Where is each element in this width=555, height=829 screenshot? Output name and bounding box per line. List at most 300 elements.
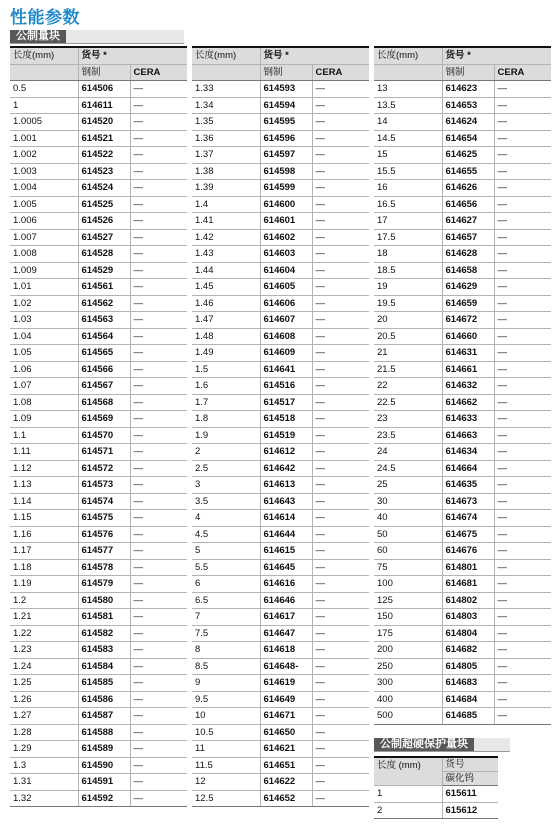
length-cell: 13 bbox=[374, 81, 442, 98]
part-number-cell: 614608 bbox=[260, 328, 312, 345]
cera-cell: — bbox=[130, 708, 187, 725]
cera-cell: — bbox=[494, 642, 551, 659]
length-cell: 1.24 bbox=[10, 658, 78, 675]
length-cell: 17 bbox=[374, 213, 442, 230]
length-cell: 1.38 bbox=[192, 163, 260, 180]
header-length: 长度(mm) bbox=[374, 47, 442, 64]
part-number-cell: 614597 bbox=[260, 147, 312, 164]
cera-cell: — bbox=[312, 81, 369, 98]
table-row bbox=[10, 543, 187, 560]
table-row bbox=[192, 658, 369, 675]
length-cell: 1.1 bbox=[10, 427, 78, 444]
header-blank bbox=[10, 64, 78, 81]
cera-cell: — bbox=[494, 147, 551, 164]
cera-cell: — bbox=[130, 411, 187, 428]
length-cell: 15 bbox=[374, 147, 442, 164]
length-cell: 1.03 bbox=[10, 312, 78, 329]
table-row bbox=[10, 790, 187, 807]
length-cell: 1.14 bbox=[10, 493, 78, 510]
cera-cell: — bbox=[312, 262, 369, 279]
part-number-cell: 614581 bbox=[78, 609, 130, 626]
cera-cell: — bbox=[130, 279, 187, 296]
part-number-cell: 614655 bbox=[442, 163, 494, 180]
length-cell: 1.09 bbox=[10, 411, 78, 428]
part-number-cell: 614561 bbox=[78, 279, 130, 296]
cera-cell: — bbox=[312, 97, 369, 114]
cera-cell: — bbox=[494, 427, 551, 444]
cera-cell: — bbox=[494, 444, 551, 461]
part-number-cell: 614575 bbox=[78, 510, 130, 527]
part-number-cell: 614625 bbox=[442, 147, 494, 164]
cera-cell: — bbox=[494, 576, 551, 593]
section-label: 公制量块 bbox=[10, 30, 66, 43]
cera-cell: — bbox=[494, 229, 551, 246]
cera-cell: — bbox=[312, 625, 369, 642]
part-number-cell: 614595 bbox=[260, 114, 312, 131]
length-cell: 15.5 bbox=[374, 163, 442, 180]
part-number-cell: 614629 bbox=[442, 279, 494, 296]
length-cell: 1.47 bbox=[192, 312, 260, 329]
table-row bbox=[10, 130, 187, 147]
table-row bbox=[10, 493, 187, 510]
part-number-cell: 614612 bbox=[260, 444, 312, 461]
part-number-cell: 614652 bbox=[260, 790, 312, 807]
cera-cell: — bbox=[494, 675, 551, 692]
cera-cell: — bbox=[494, 328, 551, 345]
length-cell: 1.46 bbox=[192, 295, 260, 312]
table-row bbox=[374, 576, 551, 593]
cera-cell: — bbox=[130, 625, 187, 642]
length-cell: 500 bbox=[374, 708, 442, 725]
table-row bbox=[192, 691, 369, 708]
section-label: 公制超硬保护量块 bbox=[374, 738, 474, 751]
cera-cell: — bbox=[312, 609, 369, 626]
table-row bbox=[374, 295, 551, 312]
cera-cell: — bbox=[130, 394, 187, 411]
header-part-no: 货号 bbox=[442, 757, 498, 772]
cera-cell: — bbox=[130, 444, 187, 461]
length-cell: 1.001 bbox=[10, 130, 78, 147]
table-row bbox=[10, 724, 187, 741]
part-number-cell: 614659 bbox=[442, 295, 494, 312]
cera-cell: — bbox=[312, 658, 369, 675]
part-number-cell: 614577 bbox=[78, 543, 130, 560]
part-number-cell: 614585 bbox=[78, 675, 130, 692]
table-row bbox=[192, 427, 369, 444]
cera-cell: — bbox=[312, 691, 369, 708]
cera-cell: — bbox=[130, 642, 187, 659]
part-number-cell: 614633 bbox=[442, 411, 494, 428]
cera-cell: — bbox=[130, 510, 187, 527]
cera-cell: — bbox=[130, 592, 187, 609]
table-row bbox=[192, 328, 369, 345]
table-row bbox=[10, 675, 187, 692]
length-cell: 1 bbox=[374, 786, 442, 803]
length-cell: 11.5 bbox=[192, 757, 260, 774]
cera-cell: — bbox=[130, 427, 187, 444]
part-number-cell: 614592 bbox=[78, 790, 130, 807]
table-row bbox=[374, 625, 551, 642]
cera-cell: — bbox=[130, 559, 187, 576]
part-number-cell: 614660 bbox=[442, 328, 494, 345]
length-cell: 1.43 bbox=[192, 246, 260, 263]
length-cell: 23 bbox=[374, 411, 442, 428]
length-cell: 1.07 bbox=[10, 378, 78, 395]
part-number-cell: 614529 bbox=[78, 262, 130, 279]
table-row bbox=[374, 345, 551, 362]
cera-cell: — bbox=[312, 444, 369, 461]
header-cera: CERA bbox=[312, 64, 369, 81]
table-row bbox=[10, 774, 187, 791]
length-cell: 1.5 bbox=[192, 361, 260, 378]
cera-cell: — bbox=[130, 213, 187, 230]
table-row bbox=[374, 262, 551, 279]
length-cell: 1.28 bbox=[10, 724, 78, 741]
cera-cell: — bbox=[130, 361, 187, 378]
length-cell: 1.04 bbox=[10, 328, 78, 345]
part-number-cell: 614521 bbox=[78, 130, 130, 147]
table-row bbox=[192, 378, 369, 395]
part-number-cell: 614651 bbox=[260, 757, 312, 774]
length-cell: 175 bbox=[374, 625, 442, 642]
table-row bbox=[192, 229, 369, 246]
cera-cell: — bbox=[130, 196, 187, 213]
cera-cell: — bbox=[130, 460, 187, 477]
table-row bbox=[10, 658, 187, 675]
length-cell: 1.42 bbox=[192, 229, 260, 246]
cera-cell: — bbox=[312, 229, 369, 246]
cera-cell: — bbox=[494, 625, 551, 642]
table-row bbox=[192, 394, 369, 411]
part-number-cell: 614526 bbox=[78, 213, 130, 230]
header-cera: CERA bbox=[130, 64, 187, 81]
length-cell: 1.29 bbox=[10, 741, 78, 758]
part-number-cell: 614578 bbox=[78, 559, 130, 576]
header-cera: CERA bbox=[494, 64, 551, 81]
carbide-table bbox=[374, 756, 498, 819]
table-row bbox=[192, 510, 369, 527]
table-row bbox=[374, 427, 551, 444]
table-row bbox=[374, 180, 551, 197]
cera-cell: — bbox=[312, 510, 369, 527]
cera-cell: — bbox=[130, 724, 187, 741]
part-number-cell: 614600 bbox=[260, 196, 312, 213]
part-number-cell: 614631 bbox=[442, 345, 494, 362]
length-cell: 7 bbox=[192, 609, 260, 626]
table-row bbox=[10, 642, 187, 659]
length-cell: 13.5 bbox=[374, 97, 442, 114]
table-row bbox=[10, 378, 187, 395]
table-row bbox=[192, 97, 369, 114]
part-number-cell: 614591 bbox=[78, 774, 130, 791]
cera-cell: — bbox=[494, 262, 551, 279]
header-blank bbox=[192, 64, 260, 81]
part-number-cell: 614643 bbox=[260, 493, 312, 510]
table-row bbox=[10, 180, 187, 197]
part-number-cell: 614675 bbox=[442, 526, 494, 543]
cera-cell: — bbox=[130, 147, 187, 164]
length-cell: 1.23 bbox=[10, 642, 78, 659]
length-cell: 1.6 bbox=[192, 378, 260, 395]
part-number-cell: 614519 bbox=[260, 427, 312, 444]
part-number-cell: 614523 bbox=[78, 163, 130, 180]
table-row bbox=[10, 625, 187, 642]
table-row bbox=[10, 213, 187, 230]
length-cell: 1.15 bbox=[10, 510, 78, 527]
length-cell: 19.5 bbox=[374, 295, 442, 312]
part-number-cell: 614566 bbox=[78, 361, 130, 378]
table-row bbox=[10, 279, 187, 296]
part-number-cell: 614588 bbox=[78, 724, 130, 741]
part-number-cell: 614802 bbox=[442, 592, 494, 609]
cera-cell: — bbox=[130, 130, 187, 147]
length-cell: 7.5 bbox=[192, 625, 260, 642]
table-row bbox=[192, 790, 369, 807]
cera-cell: — bbox=[494, 361, 551, 378]
table-row bbox=[192, 609, 369, 626]
part-number-cell: 614574 bbox=[78, 493, 130, 510]
length-cell: 17.5 bbox=[374, 229, 442, 246]
gauge-table-1 bbox=[10, 46, 187, 807]
part-number-cell: 614664 bbox=[442, 460, 494, 477]
part-number-cell: 614516 bbox=[260, 378, 312, 395]
table-row bbox=[374, 279, 551, 296]
part-number-cell: 614657 bbox=[442, 229, 494, 246]
length-cell: 12 bbox=[192, 774, 260, 791]
table-row bbox=[192, 295, 369, 312]
length-cell: 400 bbox=[374, 691, 442, 708]
part-number-cell: 614641 bbox=[260, 361, 312, 378]
part-number-cell: 614616 bbox=[260, 576, 312, 593]
cera-cell: — bbox=[130, 312, 187, 329]
table-row bbox=[10, 147, 187, 164]
table-row bbox=[374, 510, 551, 527]
length-cell: 9 bbox=[192, 675, 260, 692]
cera-cell: — bbox=[312, 526, 369, 543]
length-cell: 1.19 bbox=[10, 576, 78, 593]
header-part-no: 货号 * bbox=[260, 47, 369, 64]
cera-cell: — bbox=[312, 708, 369, 725]
cera-cell: — bbox=[130, 741, 187, 758]
cera-cell: — bbox=[312, 493, 369, 510]
table-row bbox=[374, 246, 551, 263]
table-row bbox=[192, 543, 369, 560]
part-number-cell: 614611 bbox=[78, 97, 130, 114]
cera-cell: — bbox=[494, 477, 551, 494]
table-row bbox=[192, 625, 369, 642]
header-blank bbox=[374, 64, 442, 81]
length-cell: 1.06 bbox=[10, 361, 78, 378]
table-row bbox=[10, 609, 187, 626]
cera-cell: — bbox=[312, 130, 369, 147]
cera-cell: — bbox=[130, 790, 187, 807]
length-cell: 24.5 bbox=[374, 460, 442, 477]
cera-cell: — bbox=[494, 114, 551, 131]
length-cell: 0.5 bbox=[10, 81, 78, 98]
cera-cell: — bbox=[494, 460, 551, 477]
part-number-cell: 614805 bbox=[442, 658, 494, 675]
table-row bbox=[10, 81, 187, 98]
part-number-cell: 614506 bbox=[78, 81, 130, 98]
length-cell: 1.006 bbox=[10, 213, 78, 230]
part-number-cell: 614628 bbox=[442, 246, 494, 263]
length-cell: 1.002 bbox=[10, 147, 78, 164]
cera-cell: — bbox=[312, 147, 369, 164]
length-cell: 1.11 bbox=[10, 444, 78, 461]
table-row bbox=[374, 361, 551, 378]
cera-cell: — bbox=[494, 378, 551, 395]
cera-cell: — bbox=[494, 130, 551, 147]
part-number-cell: 614626 bbox=[442, 180, 494, 197]
part-number-cell: 614517 bbox=[260, 394, 312, 411]
part-number-cell: 614663 bbox=[442, 427, 494, 444]
part-number-cell: 614594 bbox=[260, 97, 312, 114]
part-number-cell: 614617 bbox=[260, 609, 312, 626]
table-row bbox=[192, 757, 369, 774]
length-cell: 60 bbox=[374, 543, 442, 560]
part-number-cell: 614607 bbox=[260, 312, 312, 329]
table-row bbox=[10, 757, 187, 774]
part-number-cell: 614613 bbox=[260, 477, 312, 494]
table-row bbox=[374, 559, 551, 576]
length-cell: 1.33 bbox=[192, 81, 260, 98]
part-number-cell: 614656 bbox=[442, 196, 494, 213]
part-number-cell: 614653 bbox=[442, 97, 494, 114]
length-cell: 6.5 bbox=[192, 592, 260, 609]
table-row bbox=[192, 312, 369, 329]
length-cell: 150 bbox=[374, 609, 442, 626]
length-cell: 8.5 bbox=[192, 658, 260, 675]
length-cell: 1.39 bbox=[192, 180, 260, 197]
section-header-metric-gauge-blocks bbox=[10, 30, 184, 44]
length-cell: 1.01 bbox=[10, 279, 78, 296]
length-cell: 1.3 bbox=[10, 757, 78, 774]
table-row bbox=[10, 510, 187, 527]
gauge-table-3 bbox=[374, 46, 551, 725]
part-number-cell: 614587 bbox=[78, 708, 130, 725]
length-cell: 22 bbox=[374, 378, 442, 395]
table-row bbox=[192, 411, 369, 428]
length-cell: 1.008 bbox=[10, 246, 78, 263]
table-row bbox=[10, 114, 187, 131]
part-number-cell: 614570 bbox=[78, 427, 130, 444]
part-number-cell: 614562 bbox=[78, 295, 130, 312]
length-cell: 1.35 bbox=[192, 114, 260, 131]
length-cell: 1.13 bbox=[10, 477, 78, 494]
length-cell: 1.21 bbox=[10, 609, 78, 626]
table-row bbox=[10, 312, 187, 329]
length-cell: 1.18 bbox=[10, 559, 78, 576]
cera-cell: — bbox=[494, 81, 551, 98]
table-row bbox=[192, 493, 369, 510]
part-number-cell: 614583 bbox=[78, 642, 130, 659]
length-cell: 1.44 bbox=[192, 262, 260, 279]
table-row bbox=[10, 691, 187, 708]
table-row bbox=[192, 576, 369, 593]
table-row bbox=[192, 180, 369, 197]
length-cell: 1.31 bbox=[10, 774, 78, 791]
cera-cell: — bbox=[130, 757, 187, 774]
cera-cell: — bbox=[312, 328, 369, 345]
length-cell: 125 bbox=[374, 592, 442, 609]
length-cell: 22.5 bbox=[374, 394, 442, 411]
length-cell: 23.5 bbox=[374, 427, 442, 444]
table-row bbox=[374, 378, 551, 395]
cera-cell: — bbox=[494, 526, 551, 543]
table-row bbox=[10, 394, 187, 411]
table-row bbox=[374, 312, 551, 329]
cera-cell: — bbox=[312, 477, 369, 494]
length-cell: 6 bbox=[192, 576, 260, 593]
cera-cell: — bbox=[494, 559, 551, 576]
part-number-cell: 614603 bbox=[260, 246, 312, 263]
part-number-cell: 614648- bbox=[260, 658, 312, 675]
table-row bbox=[192, 279, 369, 296]
length-cell: 19 bbox=[374, 279, 442, 296]
cera-cell: — bbox=[494, 691, 551, 708]
part-number-cell: 614632 bbox=[442, 378, 494, 395]
length-cell: 300 bbox=[374, 675, 442, 692]
part-number-cell: 615611 bbox=[442, 786, 498, 803]
table-row bbox=[374, 328, 551, 345]
part-number-cell: 614520 bbox=[78, 114, 130, 131]
part-number-cell: 614619 bbox=[260, 675, 312, 692]
table-row bbox=[10, 708, 187, 725]
table-row bbox=[192, 526, 369, 543]
cera-cell: — bbox=[312, 427, 369, 444]
length-cell: 50 bbox=[374, 526, 442, 543]
length-cell: 20 bbox=[374, 312, 442, 329]
header-length: 长度(mm) bbox=[10, 47, 78, 64]
length-cell: 1.2 bbox=[10, 592, 78, 609]
length-cell: 250 bbox=[374, 658, 442, 675]
length-cell: 5.5 bbox=[192, 559, 260, 576]
cera-cell: — bbox=[130, 97, 187, 114]
header-length: 长度 (mm) bbox=[374, 757, 442, 786]
part-number-cell: 614590 bbox=[78, 757, 130, 774]
part-number-cell: 614569 bbox=[78, 411, 130, 428]
cera-cell: — bbox=[130, 345, 187, 362]
length-cell: 1.22 bbox=[10, 625, 78, 642]
part-number-cell: 614622 bbox=[260, 774, 312, 791]
part-number-cell: 614528 bbox=[78, 246, 130, 263]
length-cell: 1.007 bbox=[10, 229, 78, 246]
length-cell: 5 bbox=[192, 543, 260, 560]
header-steel: 钢制 bbox=[78, 64, 130, 81]
part-number-cell: 615612 bbox=[442, 802, 498, 819]
table-row bbox=[192, 130, 369, 147]
part-number-cell: 614672 bbox=[442, 312, 494, 329]
table-row bbox=[192, 213, 369, 230]
table-row bbox=[374, 642, 551, 659]
cera-cell: — bbox=[130, 774, 187, 791]
table-row bbox=[374, 81, 551, 98]
part-number-cell: 614584 bbox=[78, 658, 130, 675]
length-cell: 12.5 bbox=[192, 790, 260, 807]
table-row bbox=[10, 477, 187, 494]
cera-cell: — bbox=[494, 708, 551, 725]
part-number-cell: 614681 bbox=[442, 576, 494, 593]
cera-cell: — bbox=[312, 642, 369, 659]
part-number-cell: 614618 bbox=[260, 642, 312, 659]
cera-cell: — bbox=[312, 741, 369, 758]
length-cell: 1.17 bbox=[10, 543, 78, 560]
part-number-cell: 614522 bbox=[78, 147, 130, 164]
cera-cell: — bbox=[494, 196, 551, 213]
cera-cell: — bbox=[494, 493, 551, 510]
part-number-cell: 614599 bbox=[260, 180, 312, 197]
table-row bbox=[192, 163, 369, 180]
